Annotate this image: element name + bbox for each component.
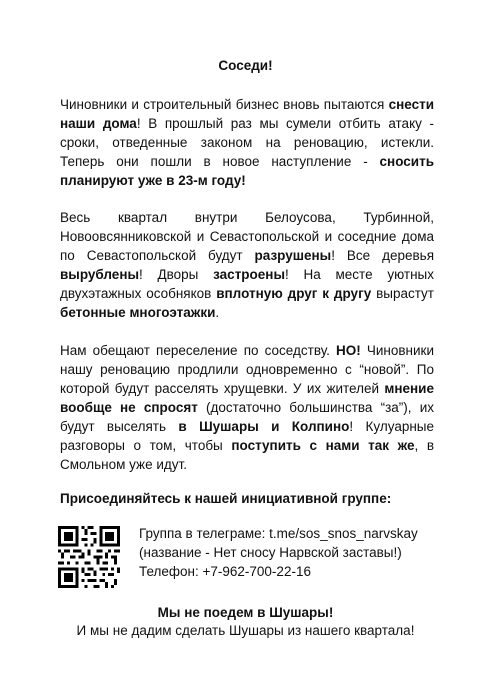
bold-run: сносить планируют уже в 23-м году! bbox=[60, 154, 434, 188]
closing-line: И мы не дадим сделать Шушары из нашего квартала! bbox=[76, 623, 415, 638]
text-run: , в Смольном уже идут. bbox=[60, 438, 434, 472]
telegram-link[interactable]: Группа в телеграме: t.me/sos_snos_narvskay bbox=[139, 526, 418, 541]
qr-code-icon[interactable] bbox=[58, 526, 120, 588]
bold-run: вплотную друг к другу bbox=[216, 286, 372, 301]
text-run: Чиновники нашу реновацию продлили одновременно с “новой”. По которой будут расселять хрущевки. У их жителей bbox=[60, 343, 435, 396]
paragraph-resettlement bbox=[60, 341, 434, 474]
text-run: Весь квартал внутри Белоусова, Турбинной, Новоовсянниковской и Севастопольской и соседние дома по Севастопольской будут bbox=[60, 210, 434, 263]
bold-run: застроены bbox=[213, 267, 285, 282]
text-run: Нам обещают переселение по соседству. bbox=[60, 343, 336, 358]
text-run: ! В прошлый раз мы сумели отбить атаку - сроки, отведенные законом на реновацию, истекли. Теперь они пошли в новое наступление - bbox=[60, 116, 435, 169]
phone-number[interactable]: Телефон: +7-962-700-22-16 bbox=[139, 564, 311, 579]
text-run: ! Кулуарные разговоры о том, чтобы bbox=[60, 419, 435, 453]
bold-run: разрушены bbox=[254, 248, 332, 263]
text-run: Чиновники и строительный бизнес вновь пытаются bbox=[60, 97, 389, 112]
text-run: (достаточно большинства “за”), их будут выселять bbox=[60, 400, 434, 434]
paragraph-intro bbox=[60, 95, 434, 190]
bold-run: вырублены bbox=[60, 267, 139, 282]
contacts-block bbox=[139, 524, 459, 581]
bold-run: мнение вообще не спросят bbox=[60, 381, 434, 415]
text-run: ! Дворы bbox=[139, 267, 214, 282]
text-run: ! Все деревья bbox=[331, 248, 435, 263]
text-run: вырастут bbox=[371, 286, 434, 301]
bold-run: в Шушары и Колпино bbox=[178, 419, 350, 434]
group-name: (название - Нет сносу Нарвской заставы!) bbox=[139, 545, 402, 560]
bold-run: бетонные многоэтажки bbox=[60, 305, 216, 320]
join-heading: Присоединяйтесь к нашей инициативной группе: bbox=[60, 491, 392, 506]
bold-run: поступить с нами так же bbox=[231, 438, 415, 453]
bold-run: снести наши дома bbox=[60, 97, 434, 131]
closing-slogan: Мы не поедем в Шушары! bbox=[157, 605, 334, 620]
page-title: Соседи! bbox=[218, 58, 273, 73]
text-run: ! На месте уютных двухэтажных особняков bbox=[60, 267, 434, 301]
text-run: . bbox=[215, 305, 220, 320]
paragraph-quarter bbox=[60, 208, 434, 322]
bold-run: НО! bbox=[336, 343, 361, 358]
